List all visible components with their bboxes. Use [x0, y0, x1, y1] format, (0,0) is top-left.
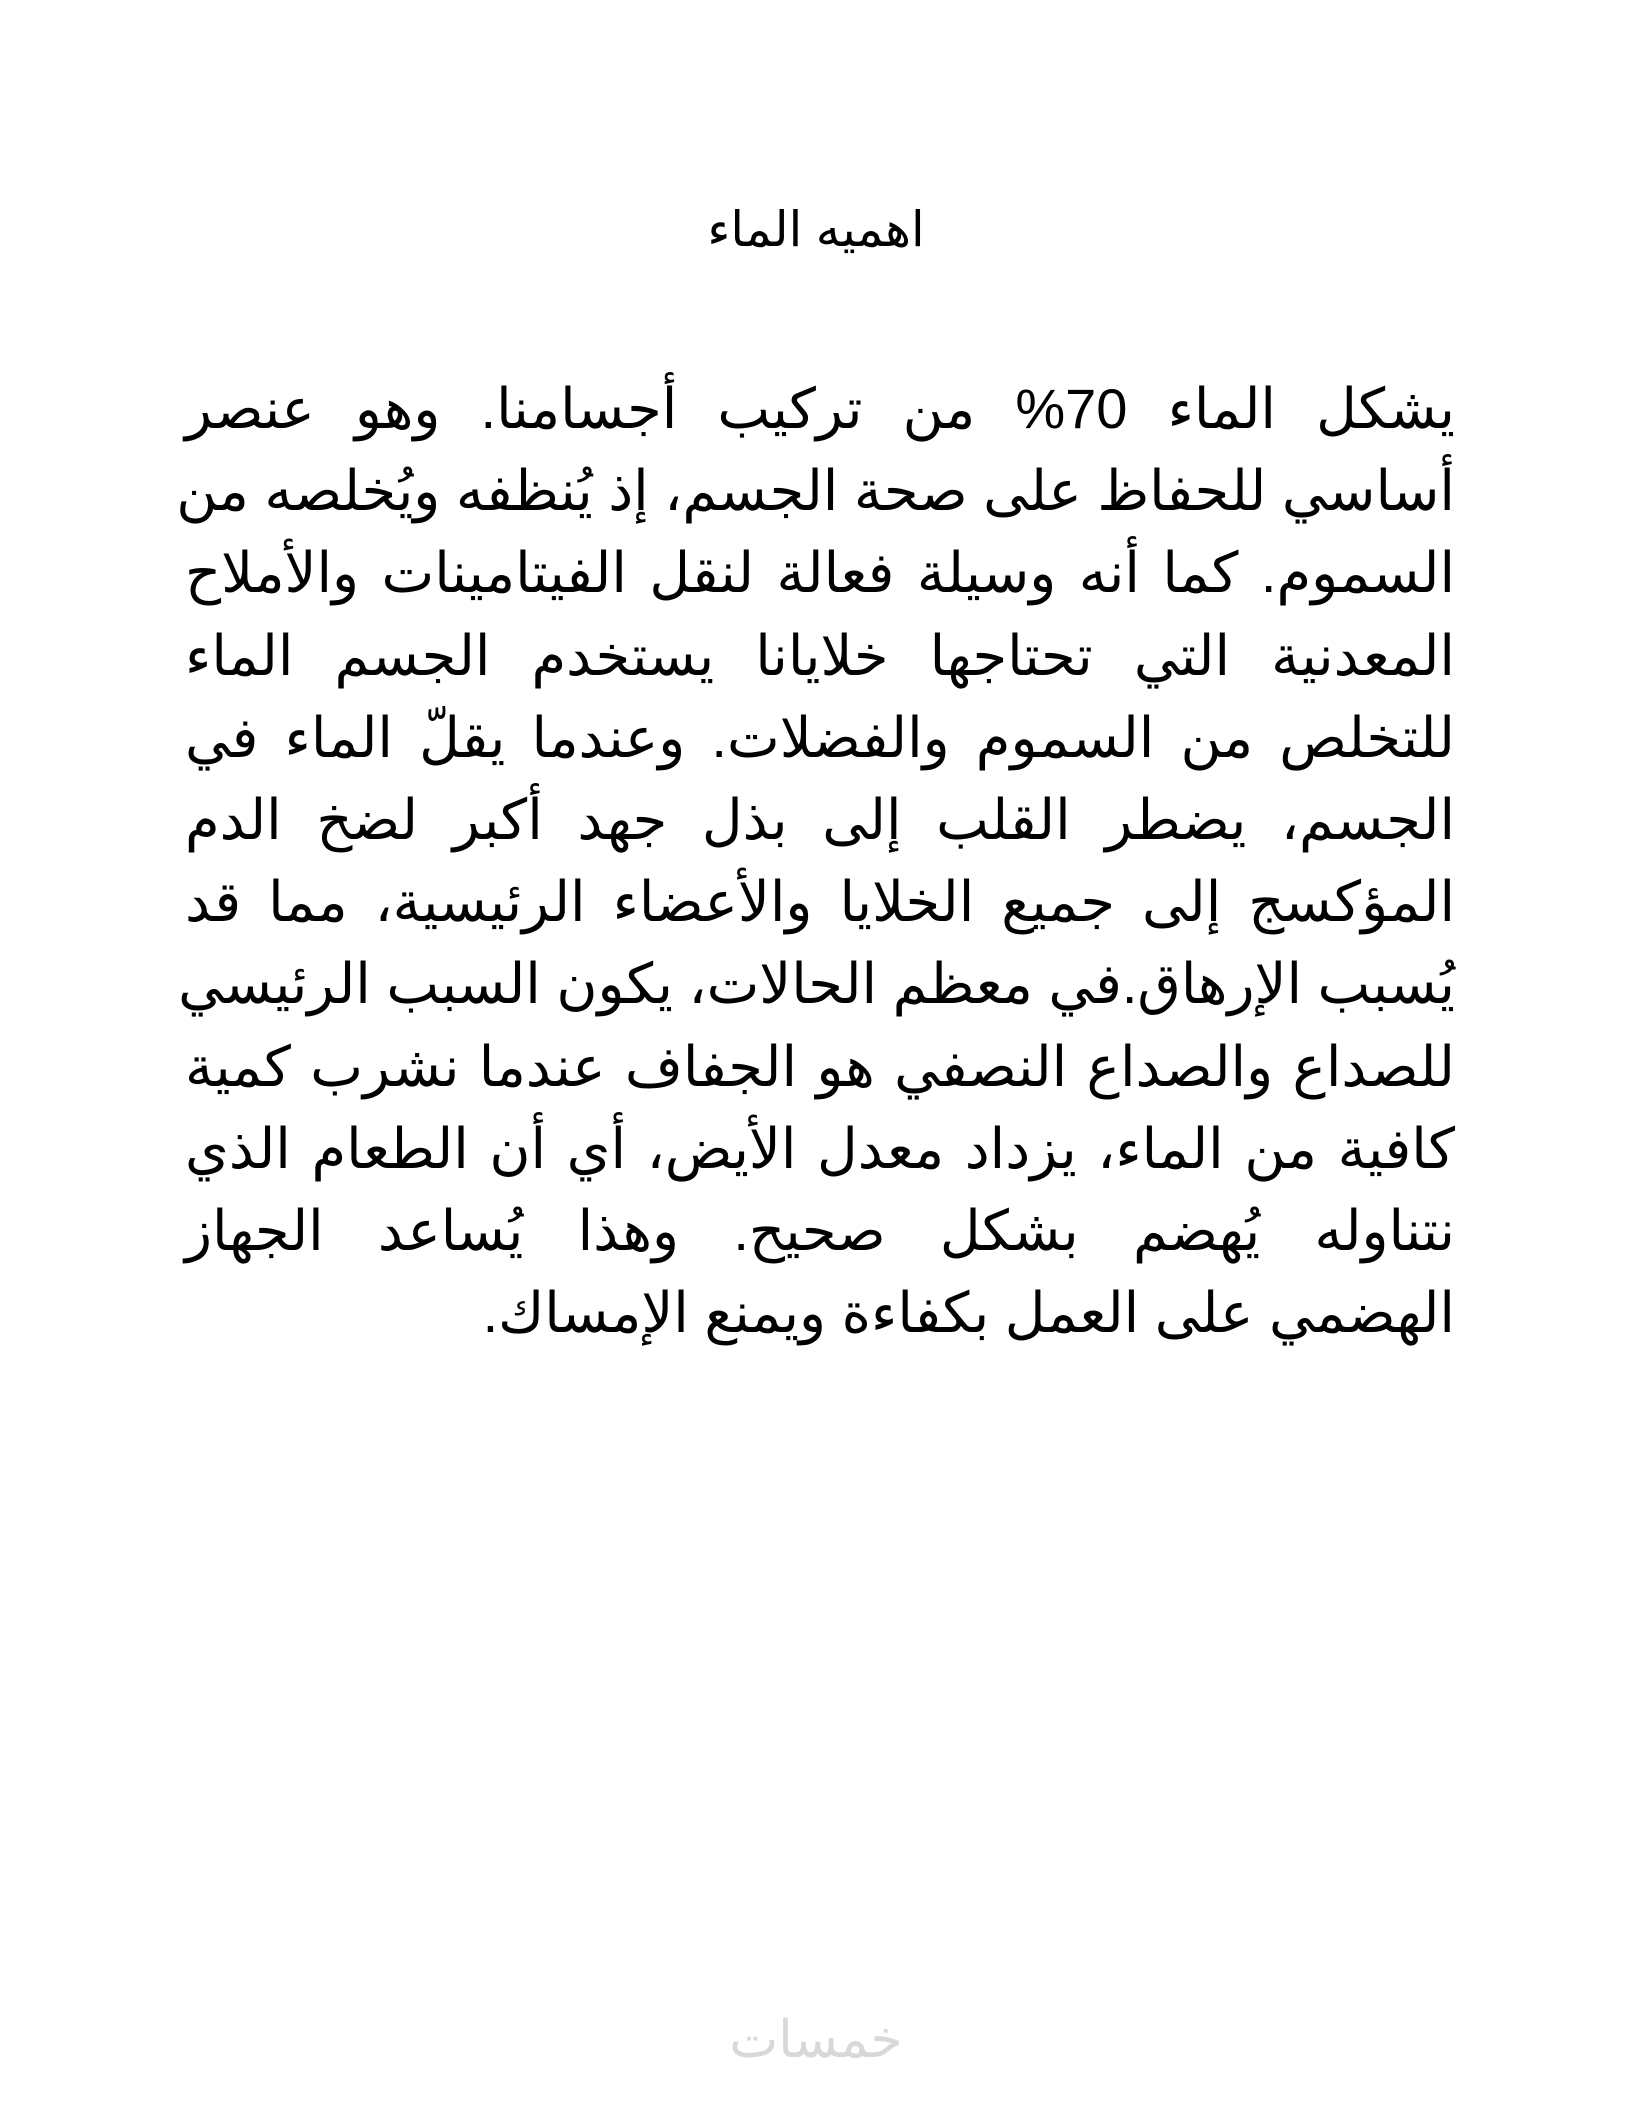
paragraph-line: يُسبب الإرهاق.في معظم الحالات، يكون السبب الرئيسي [178, 952, 1455, 1016]
page-title: اهميه الماء [707, 203, 925, 257]
paragraph-line: المؤكسج إلى جميع الخلايا والأعضاء الرئيسية، مما قد [185, 870, 1455, 934]
paragraph-line: السموم. كما أنه وسيلة فعالة لنقل الفيتامينات والأملاح [185, 541, 1455, 605]
paragraph-line: الهضمي على العمل بكفاءة ويمنع الإمساك. [482, 1281, 1455, 1345]
paragraph-line: نتناوله يُهضم بشكل صحيح. وهذا يُساعد الجهاز [185, 1199, 1455, 1263]
paragraph-line: يشكل الماء 70% من تركيب أجسامنا. وهو عنصر [185, 377, 1456, 440]
paragraph-line: الجسم، يضطر القلب إلى بذل جهد أكبر لضخ الدم [185, 788, 1455, 852]
paragraph-line: للصداع والصداع النصفي هو الجفاف عندما نشرب كمية [185, 1034, 1455, 1098]
paragraph-line: المعدنية التي تحتاجها خلايانا يستخدم الجسم الماء [185, 623, 1455, 687]
watermark-logo: خمسات [729, 2011, 903, 2069]
paragraph-line: أساسي للحفاظ على صحة الجسم، إذ يُنظفه ويُخلصه من [176, 459, 1455, 523]
body-paragraph [176, 368, 1456, 1354]
paragraph-line: للتخلص من السموم والفضلات. وعندما يقلّ الماء في [185, 705, 1455, 769]
paragraph-line: كافية من الماء، يزداد معدل الأيض، أي أن الطعام الذي [185, 1116, 1455, 1180]
